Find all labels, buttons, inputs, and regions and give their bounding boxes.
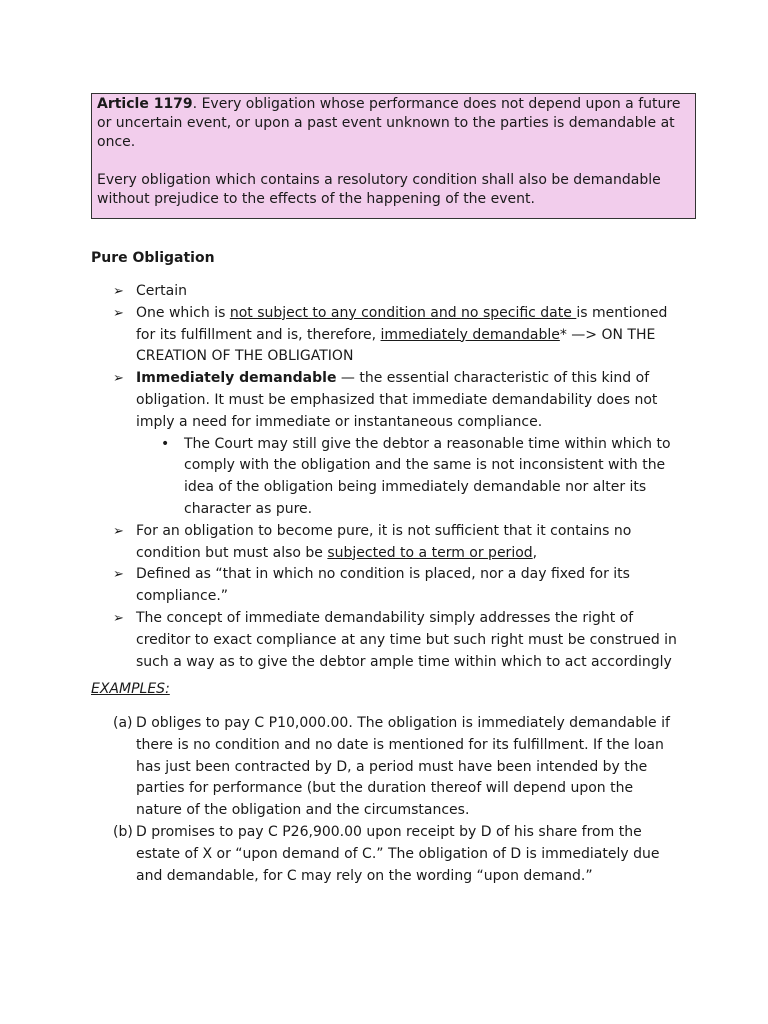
- example-marker: (b): [113, 823, 133, 840]
- sub-bullet-list: [136, 434, 683, 521]
- article-paragraph-2: Every obligation which contains a resolutory condition shall also be demandable without prejudice to the effects of the happening of the event.: [97, 172, 661, 207]
- list-item: [113, 521, 683, 565]
- section-heading: Pure Obligation: [91, 250, 215, 266]
- list-item: [113, 368, 683, 521]
- list-item: [113, 822, 683, 887]
- bullet-text: One which is: [136, 304, 230, 321]
- example-marker: (a): [113, 715, 133, 731]
- arrow-bullet-icon: ➢: [113, 305, 124, 321]
- list-item: [113, 281, 683, 303]
- example-text: D obliges to pay C P10,000.00. The obligation is immediately demandable if there is no condition and no date is mentioned for its fulfillment. If the loan has just been contracted by D, a period must have been intended by the parties for performance (but the duration thereof will depend upon the nature of the obligation and the circumstances.: [136, 715, 670, 819]
- list-item: [113, 713, 683, 822]
- arrow-bullet-icon: ➢: [113, 284, 124, 299]
- list-item: [113, 564, 683, 608]
- bullet-text: For an obligation to become pure, it is not sufficient that it contains no condition but must also be: [136, 522, 632, 561]
- list-item: [113, 303, 683, 368]
- bullet-list: [113, 281, 683, 673]
- bold-term: Immediately demandable: [136, 370, 337, 387]
- sub-bullet-text: The Court may still give the debtor a reasonable time within which to comply with the obligation and the same is not inconsistent with the idea of the obligation being immediately demandable nor alter its character as pure.: [184, 435, 671, 517]
- bullet-text: The concept of immediate demandability simply addresses the right of creditor to exact compliance at any time but such right must be construed in such a way as to give the debtor ample time within which to act accordingly: [136, 609, 677, 670]
- article-number: Article 1179: [97, 96, 193, 112]
- list-item: [136, 434, 683, 521]
- article-paragraph-1-text: . Every obligation whose performance does not depend upon a future or uncertain event, or upon a past event unknown to the parties is demandable at once.: [97, 96, 681, 150]
- arrow-bullet-icon: ➢: [113, 567, 124, 583]
- examples-list: [113, 713, 683, 887]
- article-paragraph-1: [97, 95, 689, 152]
- bullet-text: is mentioned for its fulfillment and is, therefore,: [136, 304, 668, 343]
- example-text: D promises to pay C P26,900.00 upon receipt by D of his share from the estate of X or “upon demand of C.” The obligation of D is immediately due and demandable, for C may rely on the wording “upon demand.”: [136, 823, 660, 884]
- arrow-bullet-icon: ➢: [113, 371, 124, 387]
- bullet-text: Certain: [136, 283, 187, 299]
- bullet-text: — the essential characteristic of this kind of obligation. It must be emphasized that immediate demandability does not imply a need for immediate or instantaneous compliance.: [136, 370, 658, 430]
- list-item: [113, 608, 683, 673]
- underlined-text: immediately demandable: [380, 326, 560, 343]
- examples-heading: EXAMPLES:: [91, 681, 170, 697]
- bullet-text: Defined as “that in which no condition is placed, nor a day fixed for its compliance.”: [136, 566, 630, 605]
- underlined-text: subjected to a term or period: [327, 544, 533, 561]
- bullet-text: ,: [532, 544, 538, 561]
- article-box: [91, 93, 696, 219]
- arrow-bullet-icon: ➢: [113, 523, 124, 539]
- underlined-text: not subject to any condition and no specific date: [229, 304, 577, 321]
- arrow-bullet-icon: ➢: [113, 610, 124, 626]
- dot-bullet-icon: •: [161, 435, 170, 452]
- bullet-text: * —> ON THE CREATION OF THE OBLIGATION: [136, 326, 656, 365]
